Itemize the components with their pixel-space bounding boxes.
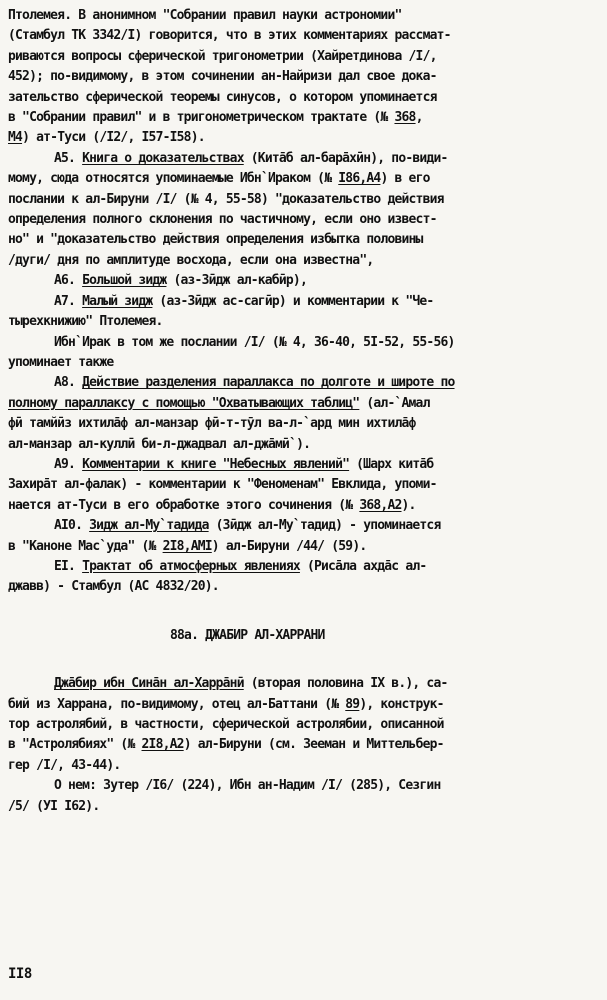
text-run: (аз-Зӣдж ал-кабӣр),	[166, 273, 307, 289]
text-run: (Зӣдж ал-Му`тадид) - упоминается	[208, 518, 441, 534]
text-run: риваются вопросы сферической тригонометрии (Хайретдинова /I/,	[8, 48, 437, 64]
underlined-term: 89	[345, 696, 360, 712]
text-line	[8, 674, 600, 694]
text-run: Захирāт ал-фалак) - комментарии к "Феноменам" Евклида, упоми-	[8, 477, 437, 493]
section-gap	[8, 598, 600, 626]
text-run: А6.	[54, 273, 83, 289]
text-run: АI0.	[54, 518, 90, 534]
text-run: Ибн`Ирак в том же послании /I/ (№ 4, 36-40, 5I-52, 55-56)	[54, 334, 455, 350]
underlined-term: полному параллаксу с помощью "Охватывающих таблиц"	[8, 395, 360, 411]
underlined-term: 368,А2	[359, 497, 402, 513]
text-run: мому, сюда относятся упоминаемые Ибн`Ираком (№	[8, 171, 339, 187]
underlined-term: Действие разделения параллакса по долготе и широте по	[82, 375, 455, 391]
section-gap	[8, 646, 600, 674]
text-run: А5.	[54, 150, 83, 166]
underlined-term: Джāбир ибн Синāн ал-Харрāнӣ	[54, 676, 244, 692]
text-line	[8, 47, 600, 67]
text-run: в "Астролябиях" (№	[8, 737, 142, 753]
text-run: Птолемея. В анонимном "Собрании правил науки астрономии"	[8, 8, 402, 23]
text-line	[8, 333, 600, 353]
text-run: (Рисāла ахдāс ал-	[299, 558, 427, 574]
text-line	[8, 230, 600, 250]
text-line	[8, 756, 600, 776]
text-line	[8, 414, 600, 434]
text-line	[8, 475, 600, 495]
underlined-term: Зидж ал-Му`тадида	[89, 518, 209, 534]
text-line	[8, 26, 600, 46]
text-run: (аз-Зӣдж ас-сагӣр) и комментарии к "Че-	[152, 293, 434, 309]
text-run: (Стамбул ТК 3342/I) говорится, что в этих комментариях рассмат-	[8, 28, 451, 44]
text-run: А9.	[54, 456, 83, 472]
text-line	[8, 251, 600, 271]
underlined-term: Трактат об атмосферных явлениях	[82, 558, 300, 574]
text-run: упоминает также	[8, 354, 114, 370]
text-run: А7.	[54, 293, 83, 309]
text-run: определения полного склонения по частичному, если оно извест-	[8, 212, 437, 228]
text-line	[8, 128, 600, 148]
text-line	[8, 516, 600, 536]
text-line	[8, 776, 600, 796]
text-run: в "Каноне Мас`уда" (№	[8, 538, 163, 554]
body-text	[8, 6, 600, 817]
text-run: тырехкнижию" Птолемея.	[8, 314, 163, 330]
text-run: 452); по-видимому, в этом сочинении ан-Найризи дал свое дока-	[8, 69, 437, 85]
page-number: II8	[8, 966, 32, 982]
text-run: /дуги/ дня по амплитуде восхода, если она известна",	[8, 252, 374, 268]
text-line	[8, 67, 600, 87]
text-run: тор астролябий, в частности, сферической астролябии, описанной	[8, 717, 444, 732]
text-run: (ал-`Амал	[359, 395, 430, 411]
text-run: ), конструк-	[359, 696, 444, 712]
text-run: ЕI.	[54, 558, 83, 574]
underlined-term: I86,А4	[338, 171, 381, 187]
text-run: (Шарх китāб	[349, 456, 434, 472]
text-line	[8, 88, 600, 108]
underlined-term: Книга о доказательствах	[82, 150, 244, 166]
text-run: послании к ал-Бируни /I/ (№ 4, 55-58) "доказательство действия	[8, 191, 444, 207]
text-run: 88а. ДЖАБИР АЛ-ХАРРАНИ	[170, 627, 325, 643]
text-run: гер /I/, 43-44).	[8, 757, 121, 773]
text-line	[8, 537, 600, 557]
text-line	[8, 435, 600, 455]
text-run: в "Собрании правил" и в тригонометрическом трактате (№	[8, 110, 395, 126]
text-line	[8, 373, 600, 393]
underlined-term: Комментарии к книге "Небесных явлений"	[82, 456, 350, 472]
text-line	[8, 169, 600, 189]
text-run: зательство сферической теоремы синусов, о котором упоминается	[8, 89, 437, 105]
underlined-term: Большой зидж	[82, 273, 167, 289]
text-run: ).	[401, 497, 416, 513]
text-run: /5/ (УI I62).	[8, 798, 100, 814]
text-line	[8, 455, 600, 475]
text-run: А8.	[54, 375, 83, 391]
text-line	[8, 210, 600, 230]
text-run: ал-манзар ал-куллӣ би-л-джадвал ал-джāмӣ`).	[8, 436, 311, 452]
text-line	[8, 353, 600, 373]
text-run: нается ат-Туси в его обработке этого сочинения (№	[8, 497, 360, 513]
text-line	[8, 557, 600, 577]
text-line	[8, 108, 600, 128]
text-run: ,	[415, 110, 423, 126]
text-line	[8, 577, 600, 597]
text-line	[8, 797, 600, 817]
text-run: ) ат-Туси (/I2/, I57-I58).	[22, 130, 205, 146]
text-run: ) в его	[380, 171, 430, 187]
text-line	[8, 149, 600, 169]
text-run: О нем: Зутер /I6/ (224), Ибн ан-Надим /I/ (285), Сезгин	[54, 778, 441, 794]
underlined-term: 2I8,АМI	[162, 538, 212, 554]
text-run: ) ал-Бируни /44/ (59).	[211, 538, 367, 554]
text-run: бий из Харрана, по-видимому, отец ал-Баттани (№	[8, 696, 346, 712]
text-run: фӣ тамйӣз ихтилāф ал-манзар фӣ-т-тӯл ва-л-`ард мин ихтилāф	[8, 416, 416, 432]
text-line	[8, 735, 600, 755]
text-run: (вторая половина IX в.), са-	[243, 676, 448, 692]
text-run: (Китāб ал-барāхӣн), по-види-	[243, 150, 448, 166]
text-run: ) ал-Бируни (см. Зееман и Миттельбер-	[183, 737, 444, 753]
underlined-term: М4	[8, 130, 23, 146]
text-run: но" и "доказательство действия определения избытка половины	[8, 232, 423, 248]
text-line	[8, 292, 600, 312]
text-line	[8, 312, 600, 332]
underlined-term: 368	[394, 110, 416, 126]
section-heading	[8, 626, 600, 646]
underlined-term: Малый зидж	[82, 293, 153, 309]
text-line	[8, 6, 600, 26]
text-line	[8, 190, 600, 210]
text-line	[8, 271, 600, 291]
text-line	[8, 695, 600, 715]
text-run: джавв) - Стамбул (АС 4832/20).	[8, 579, 219, 595]
text-line	[8, 715, 600, 735]
text-line	[8, 496, 600, 516]
text-line	[8, 394, 600, 414]
underlined-term: 2I8,А2	[141, 737, 184, 753]
